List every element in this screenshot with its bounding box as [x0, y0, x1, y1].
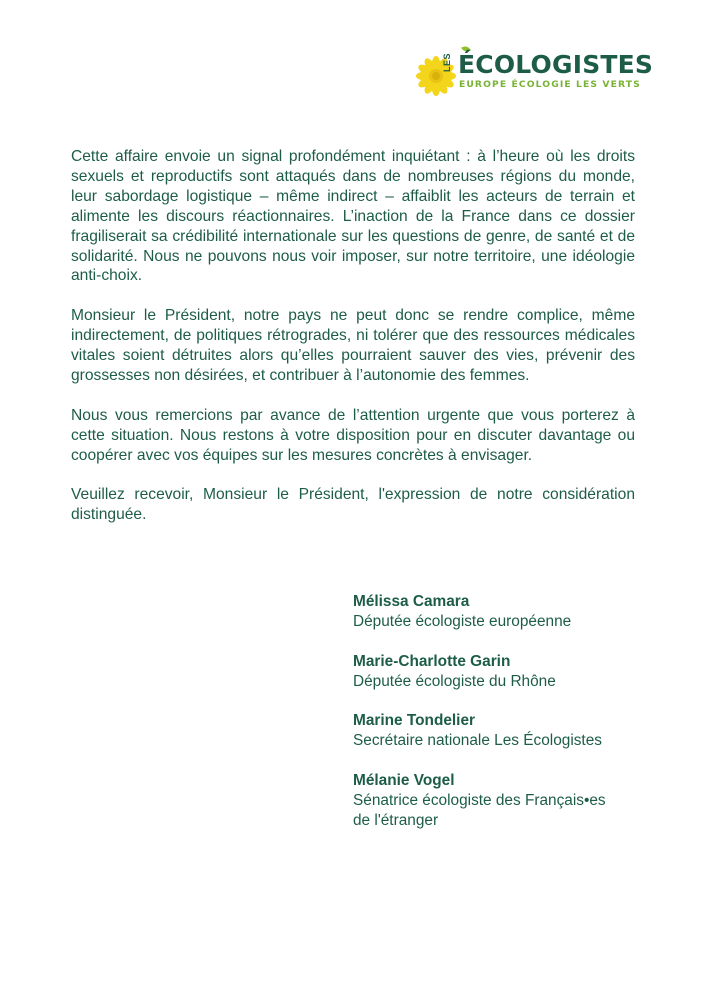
- signatory: [353, 771, 653, 831]
- logo-subtitle: EUROPE ÉCOLOGIE LES VERTS: [459, 79, 641, 90]
- signatory: [353, 592, 653, 632]
- signatory-title: Sénatrice écologiste des Français•es de l'étranger: [353, 791, 606, 829]
- paragraph: Monsieur le Président, notre pays ne peut donc se rendre complice, même indirectement, de politiques rétrogrades, ni tolérer que des ressources médicales vitales soient détruites alors qu’elles pourraient sauver des vies, prévenir des grossesses non désirées, et contribuer à l’autonomie des femmes.: [71, 307, 635, 384]
- signatory-title: Secrétaire nationale Les Écologistes: [353, 732, 602, 750]
- paragraph: Cette affaire envoie un signal profondément inquiétant : à l’heure où les droits sexuels et reproductifs sont attaqués dans de nombreuses régions du monde, leur sabordage logistique – même indirect – affaiblit les acteurs de terrain et alimente les discours réactionnaires. L’inaction de la France dans ce dossier fragiliserait sa crédibilité internationale sur les questions de genre, de santé et de solidarité. Nous ne pouvons nous voir imposer, sur notre territoire, une idéologie anti-choix.: [71, 148, 635, 285]
- signatory-title: Députée écologiste du Rhône: [353, 672, 556, 690]
- signatory: [353, 711, 653, 751]
- signatory-name: Mélissa Camara: [353, 593, 470, 610]
- signature-block: [353, 592, 653, 850]
- signatory-title: Députée écologiste européenne: [353, 613, 572, 630]
- paragraph: Nous vous remercions par avance de l’attention urgente que vous porterez à cette situation. Nous restons à votre disposition pour en discuter davantage ou coopérer avec vos équipes sur les mesures concrètes à envisager.: [71, 406, 635, 464]
- logo-main-text: ÉCOLOGISTES: [458, 50, 654, 79]
- signatory-name: Marie-Charlotte Garin: [353, 652, 511, 670]
- letter-body: [71, 147, 635, 545]
- signatory: [353, 652, 653, 692]
- closing-paragraph: Veuillez recevoir, Monsieur le Président, l'expression de notre considération distinguée.: [71, 486, 635, 524]
- logo-les-text: LES: [442, 52, 452, 72]
- signatory-name: Mélanie Vogel: [353, 771, 455, 789]
- signatory-name: Marine Tondelier: [353, 712, 476, 730]
- les-ecologistes-logo: [416, 46, 666, 100]
